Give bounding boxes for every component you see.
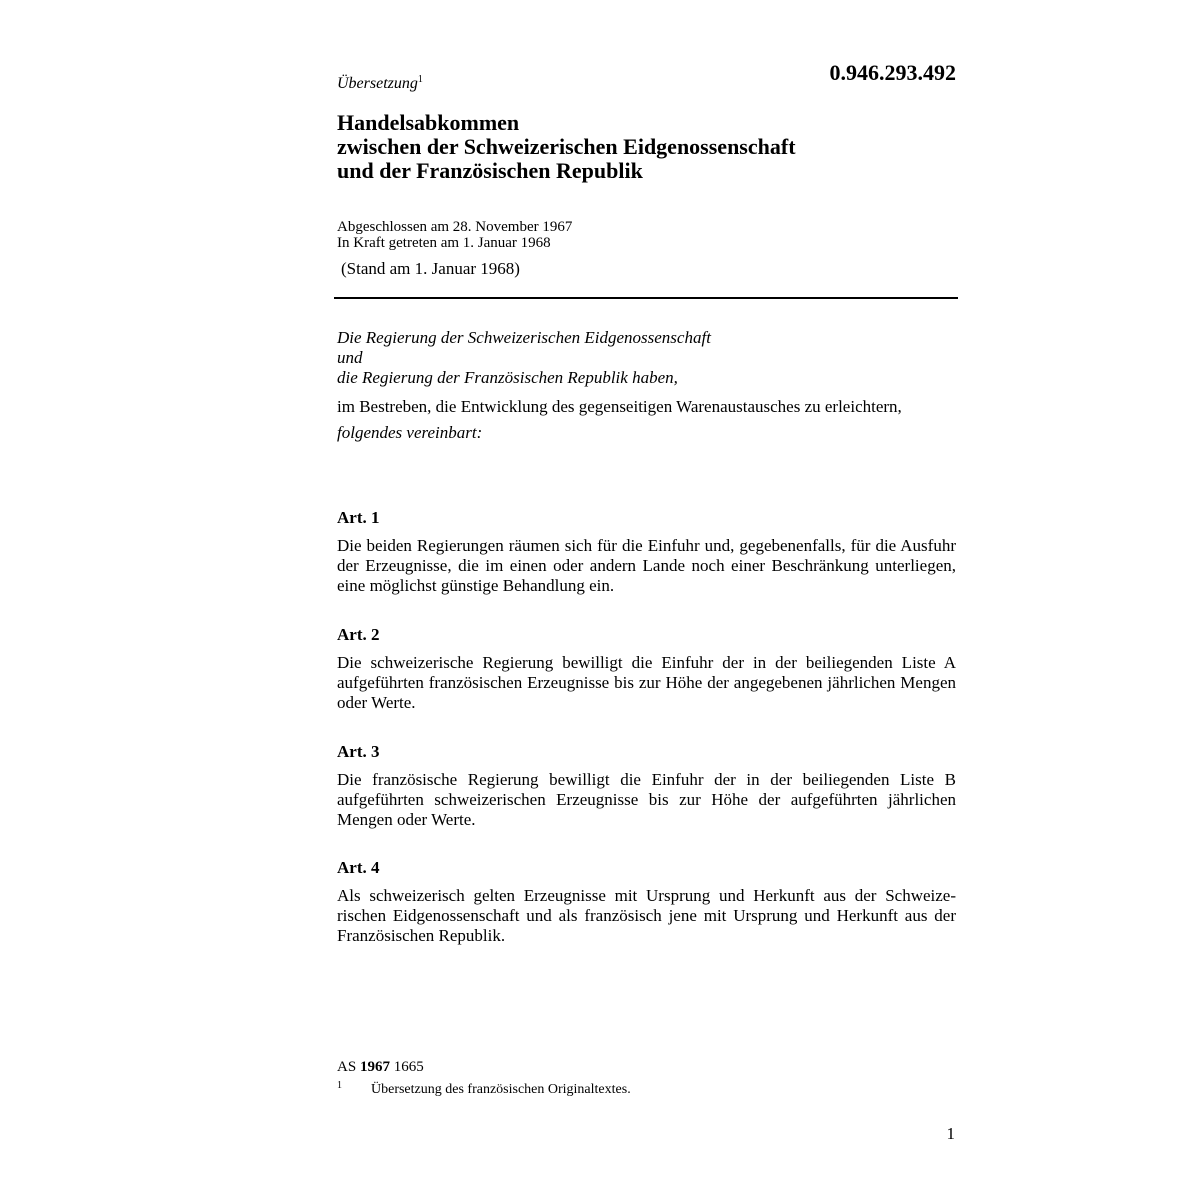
preamble-line: die Regierung der Französischen Republik haben,: [337, 368, 678, 387]
footnote-text: Übersetzung des französischen Originaltextes.: [371, 1082, 631, 1097]
as-prefix: AS: [337, 1059, 357, 1075]
article-text: Die beiden Regierungen räumen sich für die Einfuhr und, gegebenenfalls, für die Ausfuhr der Erzeugnisse, die im einen oder andern Lande noch einer Beschränkung unterliegen, eine möglichst günstige Behandlung ein.: [337, 536, 956, 595]
in-force-date: In Kraft getreten am 1. Januar 1968: [337, 235, 551, 251]
article-1: [337, 508, 956, 596]
translation-label-text: Übersetzung: [337, 75, 418, 92]
as-year: 1967: [359, 1059, 390, 1075]
footnote: 1 Übersetzung des französischen Originaltextes.: [337, 1080, 631, 1097]
preamble-line: und: [337, 348, 363, 367]
preamble-purpose: im Bestreben, die Entwicklung des gegenseitigen Warenaustausches zu erleichtern,: [337, 397, 902, 416]
title-line: und der Französischen Republik: [337, 158, 643, 183]
article-2: [337, 625, 956, 713]
preamble-agreed: folgendes vereinbart:: [337, 423, 483, 442]
translation-label: [337, 74, 423, 94]
article-text: Als schweizerisch gelten Erzeugnisse mit Ursprung und Herkunft aus der Schweize-rischen Eidgenossenschaft und als französisch jene mit Ursprung und Herkunft aus der Französischen Republik.: [337, 886, 956, 945]
document-number: 0.946.293.492: [829, 60, 956, 85]
page-number: 1: [946, 1124, 955, 1143]
article-text: Die französische Regierung bewilligt die Einfuhr der in der beiliegenden Liste B aufgeführten schweizerischen Erzeugnisse bis zur Höhe der aufgeführten jährlichen Mengen oder Werte.: [337, 770, 956, 829]
preamble: [337, 328, 957, 443]
article-heading: Art. 1: [337, 508, 380, 527]
article-heading: Art. 3: [337, 742, 380, 761]
as-page: 1665: [393, 1059, 424, 1075]
document-title: [337, 111, 957, 183]
as-reference: [337, 1058, 424, 1076]
article-text: Die schweizerische Regierung bewilligt die Einfuhr der in der beiliegenden Liste A aufgeführten französischen Erzeugnisse bis zur Höhe der angegebenen jährlichen Mengen oder Werte.: [337, 653, 956, 712]
title-line: zwischen der Schweizerischen Eidgenossenschaft: [337, 134, 796, 159]
horizontal-rule: [334, 297, 958, 299]
article-heading: Art. 2: [337, 625, 380, 644]
preamble-line: Die Regierung der Schweizerischen Eidgenossenschaft: [337, 328, 711, 347]
article-heading: Art. 4: [337, 858, 380, 877]
article-3: [337, 742, 956, 830]
document-meta: [337, 219, 572, 251]
footnote-reference[interactable]: 1: [417, 74, 423, 85]
article-4: [337, 858, 956, 946]
concluded-date: Abgeschlossen am 28. November 1967: [337, 219, 573, 235]
title-line: Handelsabkommen: [337, 110, 520, 135]
status-date: (Stand am 1. Januar 1968): [341, 259, 520, 278]
